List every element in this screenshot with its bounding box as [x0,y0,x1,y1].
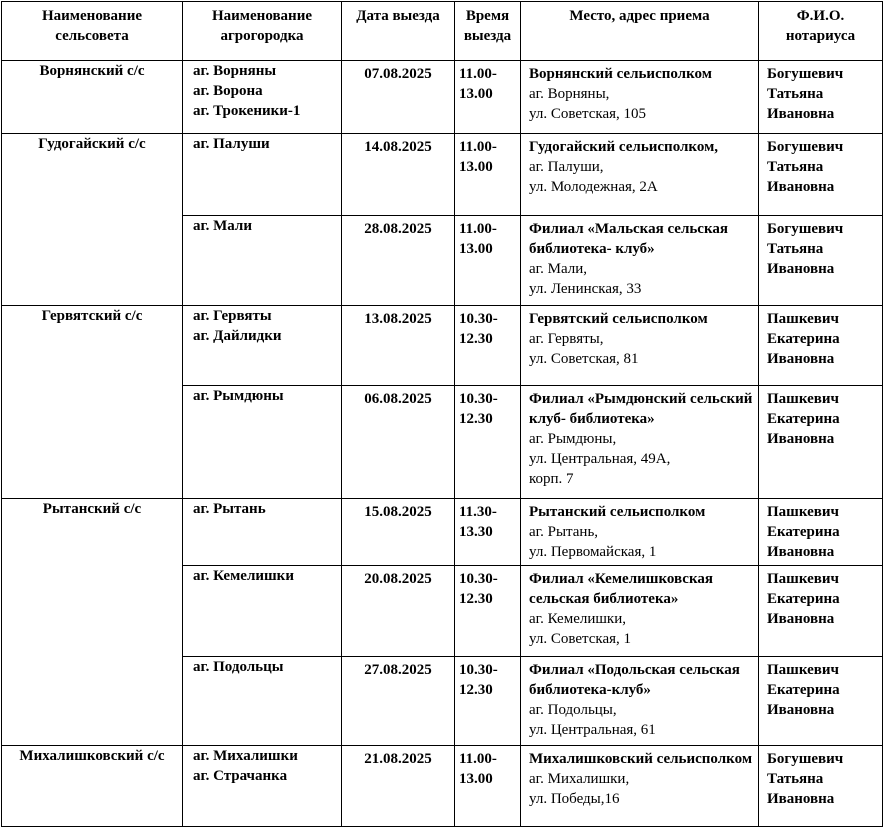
time-line: 10.30- [459,311,498,327]
notary-cell [759,216,883,306]
agrogorodok-cell [183,386,342,499]
notary-name-line: Ивановна [767,611,835,627]
place-address-line: ул. Центральная, 61 [529,722,656,738]
time-cell [455,306,521,386]
selsovet-cell: Рытанский с/с [2,499,183,746]
agrogorodok-name: аг. Михалишки [193,748,298,764]
schedule-body [2,61,883,827]
time-line: 13.00 [459,771,493,787]
agrogorodok-cell [183,216,342,306]
header-place: Место, адрес приема [521,2,759,61]
place-cell [521,216,759,306]
place-cell [521,61,759,134]
notary-name-line: Екатерина [767,411,840,427]
notary-name-line: Екатерина [767,682,840,698]
place-name: Филиал «Подольская сельская библиотека-клуб» [529,662,740,698]
agrogorodok-cell [183,746,342,827]
place-address-line: корп. 7 [529,471,574,487]
header-row [2,2,883,61]
agrogorodok-name: аг. Рымдюны [193,388,284,404]
place-address-line: ул. Советская, 81 [529,351,639,367]
notary-name-line: Пашкевич [767,311,839,327]
time-cell [455,216,521,306]
notary-cell [759,499,883,566]
date-cell: 21.08.2025 [342,746,455,827]
place-name: Филиал «Мальская сельская библиотека- клуб» [529,221,728,257]
notary-name-line: Ивановна [767,261,835,277]
notary-cell [759,386,883,499]
date-cell: 07.08.2025 [342,61,455,134]
schedule-table [1,1,883,827]
selsovet-cell: Ворнянский с/с [2,61,183,134]
agrogorodok-name: аг. Мали [193,218,252,234]
notary-name-line: Татьяна [767,86,824,102]
time-cell [455,499,521,566]
selsovet-cell: Гервятский с/с [2,306,183,499]
place-cell [521,746,759,827]
notary-name-line: Ивановна [767,431,835,447]
notary-cell [759,746,883,827]
selsovet-cell: Михалишковский с/с [2,746,183,827]
agrogorodok-name: аг. Трокеники-1 [193,103,301,119]
agrogorodok-name: аг. Кемелишки [193,568,294,584]
time-cell [455,657,521,746]
place-address-line: аг. Кемелишки, [529,611,626,627]
agrogorodok-name: аг. Ворняны [193,63,277,79]
notary-name-line: Екатерина [767,331,840,347]
agrogorodok-cell [183,657,342,746]
notary-cell [759,566,883,657]
date-cell: 20.08.2025 [342,566,455,657]
agrogorodok-cell [183,134,342,216]
notary-name-line: Пашкевич [767,662,839,678]
agrogorodok-name: аг. Ворона [193,83,263,99]
date-cell: 06.08.2025 [342,386,455,499]
notary-name-line: Богушевич [767,221,844,237]
notary-name-line: Екатерина [767,524,840,540]
time-cell [455,566,521,657]
time-line: 13.30 [459,524,493,540]
notary-cell [759,134,883,216]
header-time: Время выезда [455,2,521,61]
notary-name-line: Пашкевич [767,504,839,520]
place-address-line: ул. Советская, 1 [529,631,631,647]
notary-name-line: Татьяна [767,241,824,257]
notary-cell [759,61,883,134]
place-name: Ворнянский сельисполком [529,66,712,82]
notary-name-line: Екатерина [767,591,840,607]
agrogorodok-name: аг. Подольцы [193,659,284,675]
table-row [2,746,883,827]
place-address-line: аг. Рымдюны, [529,431,617,447]
place-address-line: ул. Советская, 105 [529,106,646,122]
notary-name-line: Пашкевич [767,391,839,407]
agrogorodok-name: аг. Дайлидки [193,328,282,344]
place-address-line: ул. Победы,16 [529,791,620,807]
place-cell [521,386,759,499]
selsovet-cell: Гудогайский с/с [2,134,183,306]
time-cell [455,61,521,134]
agrogorodok-name: аг. Рытань [193,501,266,517]
time-line: 11.30- [459,504,497,520]
header-notary: Ф.И.О. нотариуса [759,2,883,61]
place-cell [521,499,759,566]
time-line: 12.30 [459,411,493,427]
header-date: Дата выезда [342,2,455,61]
time-line: 13.00 [459,159,493,175]
notary-cell [759,657,883,746]
notary-name-line: Татьяна [767,771,824,787]
header-agro: Наименование агрогородка [183,2,342,61]
time-cell [455,746,521,827]
place-address-line: ул. Ленинская, 33 [529,281,642,297]
place-address-line: аг. Палуши, [529,159,604,175]
time-line: 11.00- [459,751,497,767]
place-address-line: аг. Ворняны, [529,86,610,102]
place-name: Гудогайский сельисполком, [529,139,719,155]
time-line: 10.30- [459,571,498,587]
place-name: Рытанский сельисполком [529,504,706,520]
table-row [2,499,883,566]
notary-name-line: Ивановна [767,702,835,718]
agrogorodok-cell [183,566,342,657]
notary-name-line: Ивановна [767,179,835,195]
time-line: 12.30 [459,331,493,347]
place-cell [521,306,759,386]
notary-name-line: Богушевич [767,66,844,82]
time-cell [455,134,521,216]
notary-cell [759,306,883,386]
notary-name-line: Богушевич [767,751,844,767]
place-cell [521,134,759,216]
place-cell [521,657,759,746]
place-cell [521,566,759,657]
agrogorodok-cell [183,306,342,386]
place-address-line: аг. Мали, [529,261,588,277]
table-row [2,134,883,216]
place-address-line: ул. Молодежная, 2А [529,179,658,195]
place-address-line: аг. Гервяты, [529,331,604,347]
time-line: 12.30 [459,591,493,607]
time-cell [455,386,521,499]
agrogorodok-name: аг. Страчанка [193,768,288,784]
agrogorodok-name: аг. Палуши [193,136,270,152]
place-name: Филиал «Рымдюнский сельский клуб- библиотека» [529,391,753,427]
table-row [2,61,883,134]
table-row [2,306,883,386]
notary-name-line: Ивановна [767,351,835,367]
time-line: 11.00- [459,66,497,82]
agrogorodok-cell [183,61,342,134]
header-selsovet: Наименование сельсовета [2,2,183,61]
time-line: 13.00 [459,241,493,257]
notary-name-line: Богушевич [767,139,844,155]
date-cell: 14.08.2025 [342,134,455,216]
place-name: Филиал «Кемелишковская сельская библиотека» [529,571,713,607]
date-cell: 28.08.2025 [342,216,455,306]
time-line: 11.00- [459,139,497,155]
agrogorodok-name: аг. Гервяты [193,308,272,324]
notary-name-line: Ивановна [767,106,835,122]
time-line: 11.00- [459,221,497,237]
notary-name-line: Ивановна [767,544,835,560]
date-cell: 13.08.2025 [342,306,455,386]
time-line: 10.30- [459,662,498,678]
notary-name-line: Ивановна [767,791,835,807]
place-name: Гервятский сельисполком [529,311,708,327]
time-line: 12.30 [459,682,493,698]
place-address-line: аг. Михалишки, [529,771,630,787]
place-address-line: аг. Рытань, [529,524,599,540]
time-line: 10.30- [459,391,498,407]
agrogorodok-cell [183,499,342,566]
place-name: Михалишковский сельисполком [529,751,753,767]
notary-name-line: Татьяна [767,159,824,175]
date-cell: 15.08.2025 [342,499,455,566]
place-address-line: ул. Первомайская, 1 [529,544,657,560]
place-address-line: аг. Подольцы, [529,702,617,718]
place-address-line: ул. Центральная, 49А, [529,451,671,467]
notary-name-line: Пашкевич [767,571,839,587]
date-cell: 27.08.2025 [342,657,455,746]
time-line: 13.00 [459,86,493,102]
